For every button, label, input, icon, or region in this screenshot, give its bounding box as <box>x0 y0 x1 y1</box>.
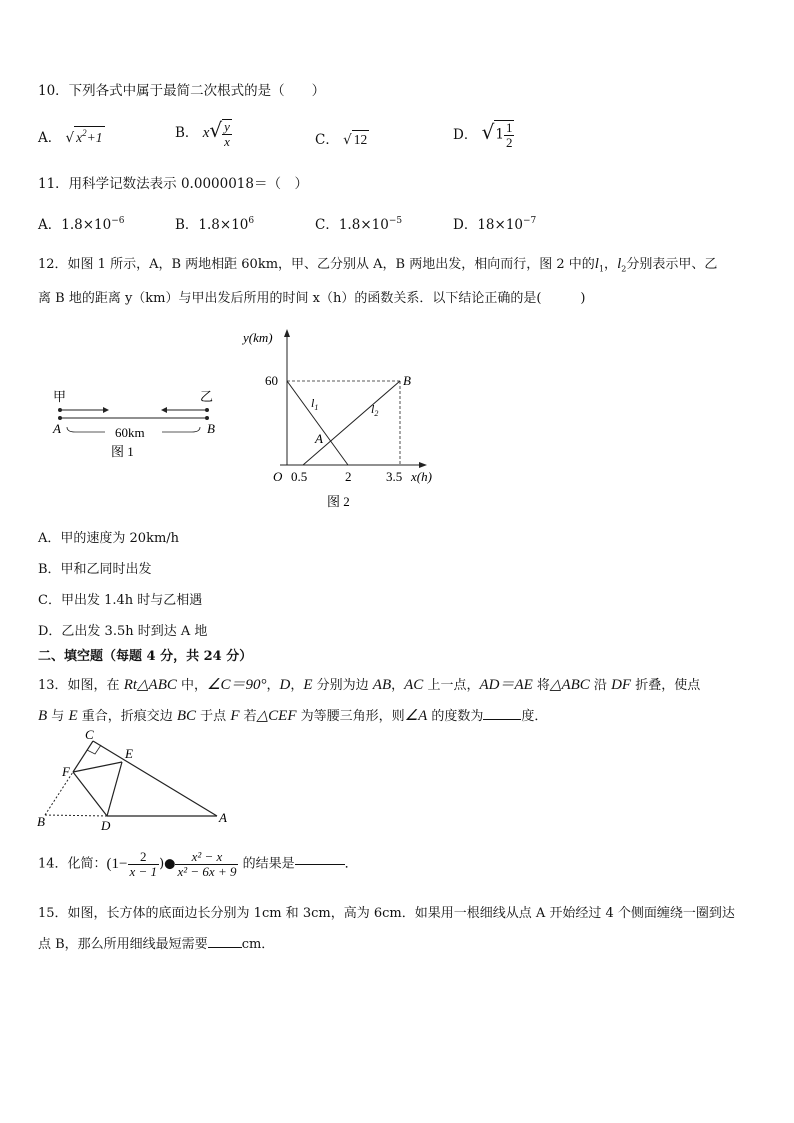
q15-line2: 点 B，那么所用细线最短需要 cm． <box>38 937 275 952</box>
fig1-brace-left <box>67 427 105 432</box>
fig1-label-jia: 甲 <box>53 389 67 404</box>
q15-line1: 15．如图，长方体的底面边长分别为 1cm 和 3cm，高为 6cm．如果用一根细线从点 A 开始经过 4 个侧面缠绕一圈到达 <box>38 906 735 921</box>
q11-option-d: D．$18\times 10^{-7}$ <box>453 216 537 233</box>
q11-option-c: C．$1.8\times 10^{-5}$ <box>315 216 403 233</box>
q12-option-b: B．甲和乙同时出发 <box>38 562 152 577</box>
q12-stem-line1: 12．如图 1 所示，A，B 两地相距 60km，甲、乙分别从 A，B 两地出发，相向而行，图 2 中的$l_1$，$l_2$分别表示甲、乙 <box>38 256 718 274</box>
fig2-x-label: x(h) <box>411 469 432 484</box>
section-2-title: 二、填空题（每题 4 分，共 24 分） <box>38 649 253 664</box>
q13-label-a: A <box>219 810 227 825</box>
q12-option-a: A．甲的速度为 20km/h <box>38 531 180 546</box>
q13-side-ac <box>93 741 217 816</box>
q13-fold-df <box>73 772 107 816</box>
q13-segment-fe <box>73 762 122 772</box>
fig1-dot <box>58 408 62 412</box>
fig1-distance: 60km <box>115 425 145 440</box>
q14-answer-blank[interactable] <box>295 864 345 865</box>
q10-option-d: D． √1 $\frac{1}{2}$ <box>453 120 513 150</box>
fig1-arrowhead-right <box>103 407 109 413</box>
q11-option-a: A．$1.8\times 10^{-6}$ <box>38 216 125 233</box>
fig1-dot <box>205 416 209 420</box>
fig2-x-tick: 2 <box>345 469 352 484</box>
sqrt-symbol: √ 12 <box>343 132 368 148</box>
q15-answer-blank[interactable] <box>208 947 242 948</box>
fig2-y-arrowhead <box>284 329 290 337</box>
q13-line2: B 与 E 重合，折痕交边 BC 于点 F 若△CEF 为等腰三角形，则∠A 的度数为 度． <box>38 708 548 724</box>
q12-option-c: C．甲出发 1.4h 时与乙相遇 <box>38 593 203 608</box>
fig1-caption: 图 1 <box>111 444 134 459</box>
q12-figure-1 <box>45 385 225 465</box>
fig1-label-yi: 乙 <box>200 389 214 404</box>
q13-answer-blank[interactable] <box>483 719 521 720</box>
q13-label-c: C <box>85 728 94 742</box>
sqrt-symbol: √ <box>209 118 223 142</box>
fig2-origin: O <box>273 469 283 484</box>
q13-dotted-bd <box>45 815 107 816</box>
fig2-point-a: A <box>315 431 323 446</box>
fig1-arrowhead-left <box>161 407 167 413</box>
q13-side-cf <box>73 741 93 772</box>
q10-d-fraction: $\frac{1}{2}$ <box>505 120 513 150</box>
q10-option-a: A． √ $x^2+1$ <box>38 128 103 146</box>
fig2-caption: 图 2 <box>327 494 350 509</box>
sqrt-symbol: √ <box>481 120 495 144</box>
q13-segment-ed <box>107 762 122 816</box>
sqrt-symbol: √ $x^2+1$ <box>65 128 103 146</box>
q13-label-b: B <box>37 814 45 829</box>
q13-label-e: E <box>125 746 133 761</box>
q11-stem: 11．用科学记数法表示 0.0000018＝（ ） <box>38 176 308 192</box>
q11-option-b: B．$1.8\times 10^6$ <box>175 216 255 233</box>
q10-option-b: B． x√ $\frac{y}{x}$ <box>175 118 230 149</box>
q13-line1: 13．如图，在 Rt△ABC 中，∠C＝90°，D，E 分别为边 AB，AC 上一点，AD＝AE 将△ABC 沿 DF 折叠，使点 <box>38 677 701 693</box>
q12-option-d: D．乙出发 3.5h 时到达 A 地 <box>38 624 208 639</box>
q12-figure-2 <box>235 325 450 520</box>
q13-figure <box>35 728 235 833</box>
fig1-dot <box>205 408 209 412</box>
fig2-x-tick: 0.5 <box>291 469 308 484</box>
fig2-point-b: B <box>403 373 411 388</box>
fig2-x-arrowhead <box>419 462 427 468</box>
fig1-brace-right <box>162 427 200 432</box>
q10-stem: 10．下列各式中属于最简二次根式的是（ ） <box>38 83 326 99</box>
fig2-label-l1: $l_1$ <box>311 396 319 412</box>
q14-fraction-1: $\frac{2}{x - 1}$ <box>129 849 158 879</box>
fig2-y-label: y(km) <box>243 330 273 345</box>
fig2-x-tick: 3.5 <box>386 469 403 484</box>
q10-option-c: C． √ 12 <box>315 132 368 148</box>
q12-stem-line2: 离 B 地的距离 y（km）与甲出发后所用的时间 x（h）的函数关系．以下结论正确的是( ) <box>38 291 586 306</box>
fig2-y-tick-60: 60 <box>265 373 278 388</box>
fig1-label-a: A <box>53 421 61 436</box>
q13-label-d: D <box>101 818 111 833</box>
q14-line: 14．化简：(1− $\frac{2}{x - 1}$ )● $\frac{\text{x² − x}}{\text{x² − 6x + 9}}$ 的结果是 ． <box>38 849 358 879</box>
q10-b-fraction: $\frac{y}{x}$ <box>224 118 230 149</box>
fig1-dot <box>58 416 62 420</box>
q13-label-f: F <box>62 764 70 779</box>
fig1-label-b: B <box>207 421 215 436</box>
q14-fraction-2: $\frac{\text{x² − x}}{\text{x² − 6x + 9}}$ <box>177 849 237 879</box>
fig2-label-l2: $l_2$ <box>371 402 379 418</box>
